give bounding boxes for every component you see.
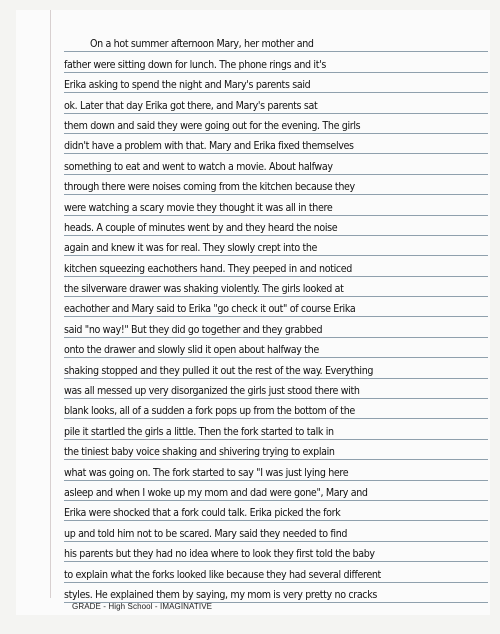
- line-text: Erika were shocked that a fork could talk. Erika picked the fork: [64, 507, 341, 520]
- text-line: [64, 501, 488, 521]
- text-line: [64, 297, 488, 317]
- text-line: [64, 52, 488, 72]
- line-text: was all messed up very disorganized the girls just stood there with: [64, 385, 360, 398]
- text-line: [64, 114, 488, 134]
- line-text: through there were noises coming from the kitchen because they: [64, 181, 355, 194]
- line-text: his parents but they had no idea where to look they first told the baby: [64, 548, 375, 561]
- line-text: shaking stopped and they pulled it out the rest of the way. Everything: [64, 364, 374, 377]
- text-line: [64, 358, 488, 378]
- line-text: them down and said they were going out for the evening. The girls: [64, 119, 361, 132]
- line-text: were watching a scary movie they thought it was all in there: [64, 201, 333, 214]
- handwritten-text: [64, 32, 488, 603]
- text-line: [64, 440, 488, 460]
- text-line: [64, 542, 488, 562]
- line-text: kitchen squeezing eachothers hand. They peeped in and noticed: [64, 262, 352, 275]
- text-line: [64, 379, 488, 399]
- line-text: father were sitting down for lunch. The phone rings and it's: [64, 58, 326, 71]
- line-text: something to eat and went to watch a movie. About halfway: [64, 160, 333, 173]
- line-text: said "no way!" But they did go together and they grabbed: [64, 323, 323, 336]
- margin-line: [50, 10, 51, 598]
- text-line: [64, 317, 488, 337]
- line-text: up and told him not to be scared. Mary said they needed to find: [64, 527, 348, 540]
- line-text: again and knew it was for real. They slowly crept into the: [64, 242, 318, 255]
- line-text: On a hot summer afternoon Mary, her mother and: [90, 38, 314, 51]
- text-line: [64, 583, 488, 603]
- line-text: the tiniest baby voice shaking and shivering trying to explain: [64, 446, 335, 459]
- line-text: to explain what the forks looked like because they had several different: [64, 568, 381, 581]
- document-caption: GRADE - High School - IMAGINATIVE: [72, 602, 213, 611]
- text-line: [64, 134, 488, 154]
- line-text: ok. Later that day Erika got there, and Mary's parents sat: [64, 99, 318, 112]
- text-line: [64, 236, 488, 256]
- line-text: blank looks, all of a sudden a fork pops up from the bottom of the: [64, 405, 355, 418]
- line-text: asleep and when I woke up my mom and dad were gone", Mary and: [64, 486, 368, 499]
- text-line: [64, 73, 488, 93]
- text-line: [64, 338, 488, 358]
- line-text: eachother and Mary said to Erika "go check it out" of course Erika: [64, 303, 356, 316]
- line-text: didn't have a problem with that. Mary and Erika fixed themselves: [64, 140, 354, 153]
- line-text: heads. A couple of minutes went by and they heard the noise: [64, 221, 338, 234]
- line-text: onto the drawer and slowly slid it open about halfway the: [64, 344, 319, 357]
- line-text: pile it startled the girls a little. Then the fork started to talk in: [64, 425, 334, 438]
- text-line: [64, 154, 488, 174]
- text-line: [64, 399, 488, 419]
- text-line: [64, 32, 488, 52]
- text-line: [64, 93, 488, 113]
- text-line: [64, 277, 488, 297]
- text-line: [64, 216, 488, 236]
- text-line: [64, 521, 488, 541]
- text-line: [64, 256, 488, 276]
- text-line: [64, 175, 488, 195]
- line-text: the silverware drawer was shaking violently. The girls looked at: [64, 283, 344, 296]
- line-text: Erika asking to spend the night and Mary's parents said: [64, 79, 311, 92]
- text-line: [64, 481, 488, 501]
- text-line: [64, 419, 488, 439]
- text-line: [64, 460, 488, 480]
- line-text: what was going on. The fork started to say "I was just lying here: [64, 466, 349, 479]
- text-line: [64, 195, 488, 215]
- text-line: [64, 562, 488, 582]
- line-text: styles. He explained them by saying, my mom is very pretty no cracks: [64, 588, 377, 601]
- lined-paper-sheet: [16, 10, 490, 615]
